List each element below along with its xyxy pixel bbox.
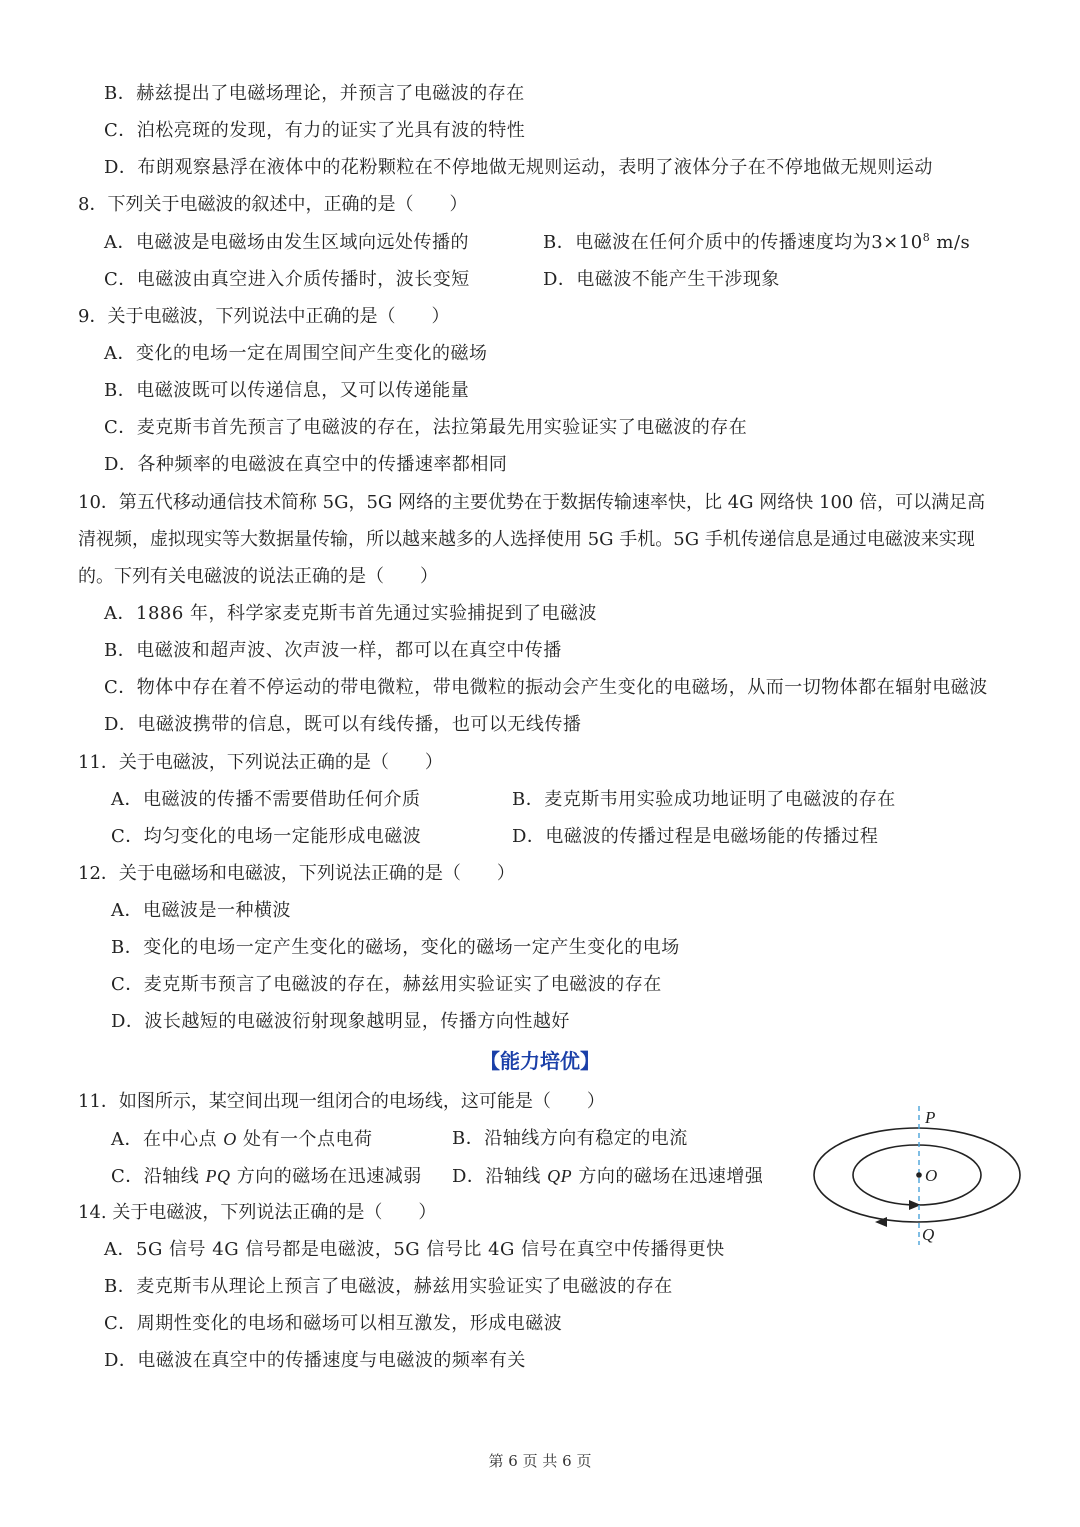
q11-option-b: B．麦克斯韦用实验成功地证明了电磁波的存在 — [512, 789, 896, 810]
q10-option-c: C．物体中存在着不停运动的带电微粒，带电微粒的振动会产生变化的电磁场，从而一切物体都在辐射电磁波 — [104, 677, 988, 698]
q14-option-d: D．电磁波在真空中的传播速度与电磁波的频率有关 — [104, 1350, 526, 1371]
section-title: 【能力培优】 — [480, 1049, 600, 1073]
q13-option-c-text-end: 方向的磁场在迅速减弱 — [230, 1166, 422, 1187]
q12-stem: 12．关于电磁场和电磁波，下列说法正确的是（ ） — [78, 863, 515, 884]
label-o: O — [925, 1166, 938, 1185]
q10-option-b: B．电磁波和超声波、次声波一样，都可以在真空中传播 — [104, 640, 562, 661]
q7-option-b: B．赫兹提出了电磁场理论，并预言了电磁波的存在 — [104, 83, 525, 104]
q9-option-d: D．各种频率的电磁波在真空中的传播速率都相同 — [104, 454, 508, 475]
q14-option-c: C．周期性变化的电场和磁场可以相互激发，形成电磁波 — [104, 1313, 563, 1334]
q9-option-c: C．麦克斯韦首先预言了电磁波的存在，法拉第最先用实验证实了电磁波的存在 — [104, 417, 748, 438]
label-p: P — [925, 1108, 936, 1127]
q13-option-a — [111, 1126, 372, 1153]
q12-option-b: B．变化的电场一定产生变化的磁场，变化的磁场一定产生变化的电场 — [111, 937, 680, 958]
q13-option-a-text: A．在中心点 — [111, 1129, 224, 1150]
q9-option-b: B．电磁波既可以传递信息，又可以传递能量 — [104, 380, 470, 401]
q7-option-d: D．布朗观察悬浮在液体中的花粉颗粒在不停地做无规则运动，表明了液体分子在不停地做无规则运动 — [104, 157, 933, 178]
q8-option-b — [543, 230, 970, 256]
q11-stem: 11．关于电磁波，下列说法正确的是（ ） — [78, 752, 443, 773]
q9-option-a: A．变化的电场一定在周围空间产生变化的磁场 — [104, 343, 488, 364]
q10-stem-line-1: 10．第五代移动通信技术简称 5G，5G 网络的主要优势在于数据传输速率快，比 4G 网络快 100 倍，可以满足高 — [78, 492, 986, 513]
q10-stem-line-3: 的。下列有关电磁波的说法正确的是（ ） — [78, 566, 438, 587]
q13-option-d — [452, 1163, 763, 1190]
q8-option-b-value: 3×10 — [871, 232, 923, 253]
q8-option-a: A．电磁波是电磁场由发生区域向远处传播的 — [104, 232, 469, 253]
page-footer: 第 6 页 共 6 页 — [488, 1452, 592, 1470]
q13-option-d-text-end: 方向的磁场在迅速增强 — [572, 1166, 764, 1187]
q9-stem: 9．关于电磁波，下列说法中正确的是（ ） — [78, 306, 450, 327]
q13-option-c — [111, 1163, 422, 1190]
q13-option-c-symbol: PQ — [205, 1166, 231, 1186]
q13-option-c-text: C．沿轴线 — [111, 1166, 206, 1187]
q13-option-d-symbol: QP — [547, 1166, 573, 1186]
q12-option-c: C．麦克斯韦预言了电磁波的存在，赫兹用实验证实了电磁波的存在 — [111, 974, 662, 995]
q13-option-a-symbol: O — [223, 1129, 237, 1149]
q10-option-d: D．电磁波携带的信息，既可以有线传播，也可以无线传播 — [104, 714, 582, 735]
q12-option-d: D．波长越短的电磁波衍射现象越明显，传播方向性越好 — [111, 1011, 570, 1032]
q11-option-a: A．电磁波的传播不需要借助任何介质 — [111, 789, 421, 810]
q8-option-b-exponent: 8 — [922, 231, 931, 244]
center-point — [916, 1172, 922, 1178]
q8-stem: 8．下列关于电磁波的叙述中，正确的是（ ） — [78, 194, 468, 215]
q13-option-a-text-end: 处有一个点电荷 — [236, 1129, 373, 1150]
label-q: Q — [922, 1225, 935, 1244]
q8-option-c: C．电磁波由真空进入介质传播时，波长变短 — [104, 269, 470, 290]
q8-option-b-text: B．电磁波在任何介质中的传播速度均为 — [543, 232, 872, 253]
q13-option-d-text: D．沿轴线 — [452, 1166, 548, 1187]
q14-stem: 14. 关于电磁波，下列说法正确的是（ ） — [78, 1202, 437, 1223]
q13-option-b: B．沿轴线方向有稳定的电流 — [452, 1128, 688, 1149]
field-lines-diagram — [805, 1103, 1035, 1248]
q11-option-d: D．电磁波的传播过程是电磁场能的传播过程 — [512, 826, 879, 847]
q7-option-c: C．泊松亮斑的发现，有力的证实了光具有波的特性 — [104, 120, 526, 141]
q14-option-a: A．5G 信号 4G 信号都是电磁波，5G 信号比 4G 信号在真空中传播得更快 — [104, 1239, 725, 1260]
q10-stem-line-2: 清视频，虚拟现实等大数据量传输，所以越来越多的人选择使用 5G 手机。5G 手机传递信息是通过电磁波来实现 — [78, 529, 975, 550]
q8-option-d: D．电磁波不能产生干涉现象 — [543, 269, 780, 290]
q11-option-c: C．均匀变化的电场一定能形成电磁波 — [111, 826, 422, 847]
q10-option-a: A．1886 年，科学家麦克斯韦首先通过实验捕捉到了电磁波 — [104, 603, 598, 624]
q14-option-b: B．麦克斯韦从理论上预言了电磁波，赫兹用实验证实了电磁波的存在 — [104, 1276, 673, 1297]
q8-option-b-unit: m/s — [930, 232, 971, 253]
q12-option-a: A．电磁波是一种横波 — [111, 900, 291, 921]
q13-stem: 11．如图所示，某空间出现一组闭合的电场线，这可能是（ ） — [78, 1091, 605, 1112]
